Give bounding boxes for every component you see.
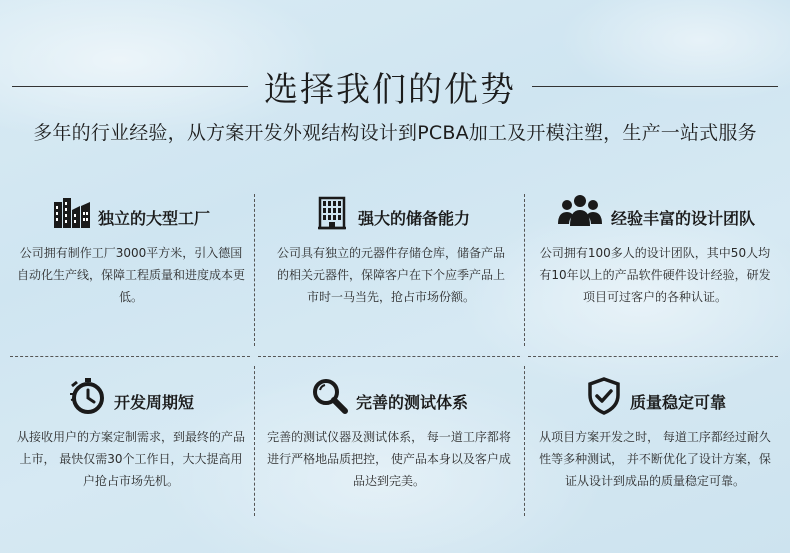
- feature-card-dev-cycle: [8, 372, 254, 492]
- section-title: 选择我们的优势: [264, 70, 516, 110]
- feature-card-quality: [528, 372, 782, 492]
- feature-description: 公司具有独立的元器件存储仓库，储备产品的相关元器件，保障客户在下个应季产品上市时一马当先，抢占市场份额。: [276, 246, 505, 304]
- warehouse-building-icon: [312, 192, 352, 232]
- feature-title: 强大的储备能力: [357, 209, 470, 228]
- feature-description: 公司拥有100多人的设计团队，其中50人均有10年以上的产品软件硬件设计经验，研发项目可过客户的各种认证。: [539, 246, 771, 304]
- row-divider: [258, 356, 520, 357]
- header-divider-right: [532, 86, 778, 87]
- feature-card-team: [528, 188, 782, 308]
- feature-header: [528, 188, 782, 232]
- magnifier-icon: [310, 376, 350, 416]
- feature-header: [8, 372, 254, 416]
- row-divider: [528, 356, 778, 357]
- row-divider: [10, 356, 250, 357]
- column-divider: [524, 366, 525, 516]
- feature-header: [258, 372, 520, 416]
- feature-description: 从接收用户的方案定制需求，到最终的产品上市， 最快仅需30个工作日，大大提高用户抢占市场先机。: [16, 430, 245, 488]
- feature-title: 经验丰富的设计团队: [610, 209, 755, 228]
- column-divider: [254, 366, 255, 516]
- feature-card-storage: [266, 188, 516, 308]
- section-header: [0, 58, 790, 118]
- header-divider-left: [12, 86, 248, 87]
- feature-card-factory: [8, 188, 254, 308]
- stopwatch-icon: [68, 376, 108, 416]
- feature-card-testing: [258, 372, 520, 492]
- feature-title: 完善的测试体系: [355, 393, 468, 412]
- column-divider: [524, 194, 525, 346]
- feature-header: [8, 188, 254, 232]
- factory-icon: [52, 192, 92, 232]
- features-grid: [8, 188, 782, 523]
- column-divider: [254, 194, 255, 346]
- team-icon: [555, 192, 605, 232]
- feature-header: [266, 188, 516, 232]
- feature-title: 开发周期短: [113, 393, 194, 412]
- feature-description: 完善的测试仪器及测试体系， 每一道工序都将进行严格地品质把控， 使产品本身以及客户成品达到完美。: [267, 430, 511, 488]
- feature-title: 独立的大型工厂: [97, 209, 210, 228]
- feature-description: 公司拥有制作工厂3000平方米，引入德国自动化生产线，保障工程质量和进度成本更低。: [16, 246, 245, 304]
- section-subtitle: 多年的行业经验，从方案开发外观结构设计到PCBA加工及开模注塑，生产一站式服务: [33, 122, 757, 144]
- feature-title: 质量稳定可靠: [629, 393, 726, 412]
- feature-header: [528, 372, 782, 416]
- feature-description: 从项目方案开发之时， 每道工序都经过耐久性等多种测试， 并不断优化了设计方案，保证从设计到成品的质量稳定可靠。: [539, 430, 771, 488]
- shield-check-icon: [584, 376, 624, 416]
